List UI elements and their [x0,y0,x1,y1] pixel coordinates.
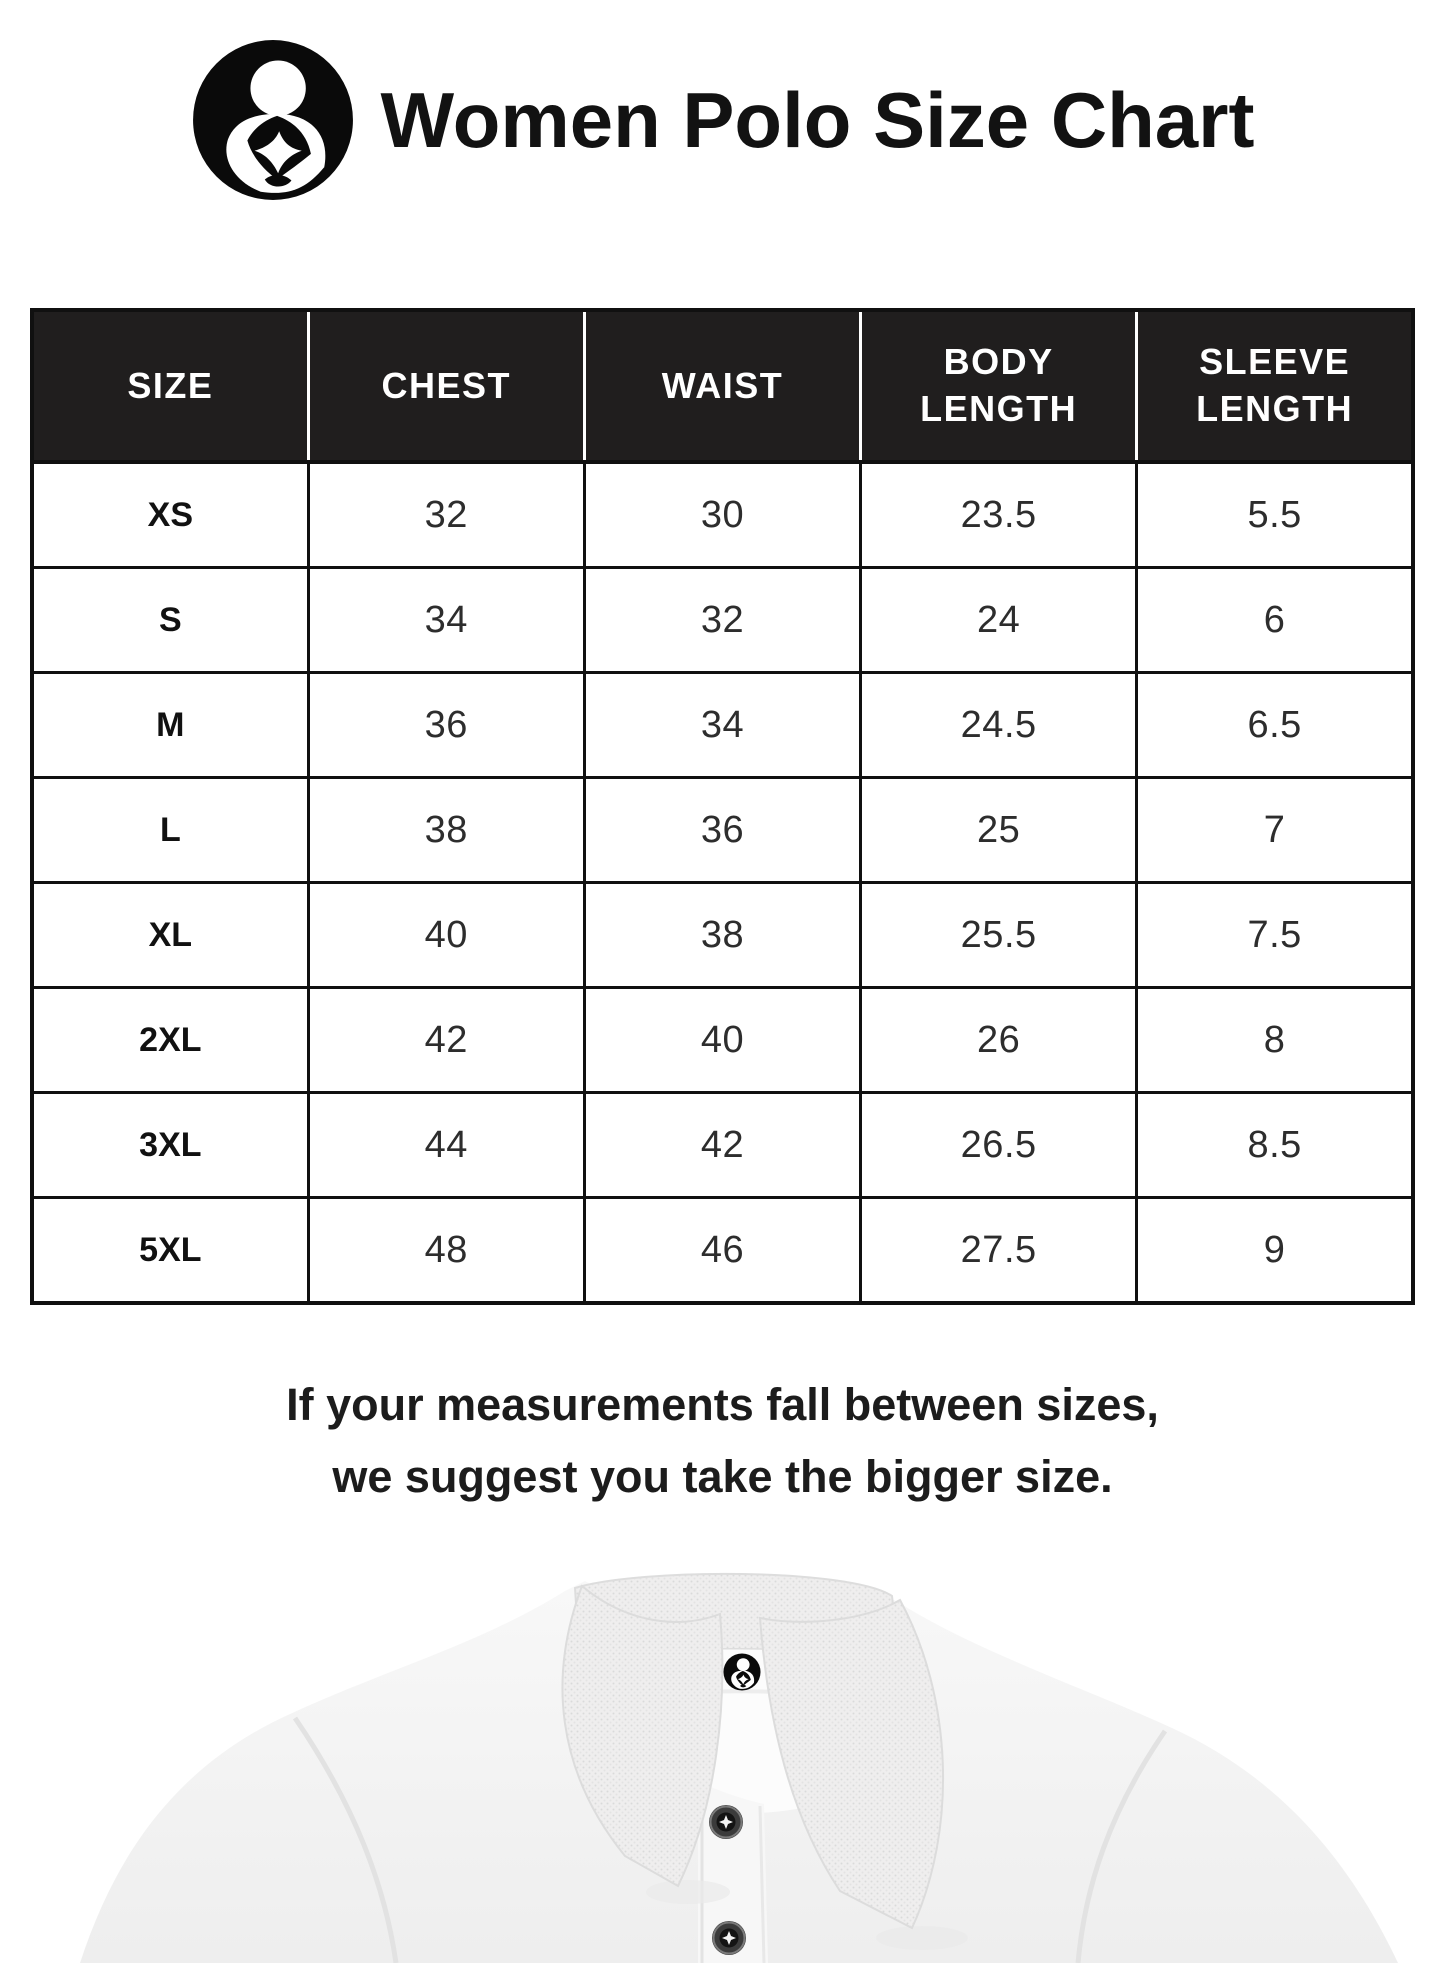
column-header-sleeve-length: SLEEVE LENGTH [1137,310,1413,462]
table-header-row [32,310,1413,462]
table-row [32,778,1413,883]
cell-sleeve-length: 7.5 [1137,883,1413,988]
column-header-size: SIZE [32,310,308,462]
cell-body-length: 24 [861,568,1137,673]
row-size-label: L [32,778,308,883]
table-body [32,462,1413,1303]
main-content [0,308,1445,1513]
table-row [32,883,1413,988]
cell-chest: 34 [308,568,584,673]
cell-body-length: 24.5 [861,673,1137,778]
cell-chest: 42 [308,988,584,1093]
cell-body-length: 26 [861,988,1137,1093]
column-header-waist: WAIST [584,310,860,462]
polo-shirt-image [0,1556,1445,1963]
row-size-label: 3XL [32,1093,308,1198]
cell-sleeve-length: 6.5 [1137,673,1413,778]
size-chart-wrapper [30,308,1415,1305]
table-head [32,310,1413,462]
cell-waist: 42 [584,1093,860,1198]
cell-sleeve-length: 5.5 [1137,462,1413,568]
polo-shirt-illustration [0,1556,1445,1963]
cell-sleeve-length: 9 [1137,1198,1413,1304]
cell-waist: 40 [584,988,860,1093]
page-header [0,36,1445,204]
sizing-note-line-1: If your measurements fall between sizes, [286,1379,1159,1430]
table-row [32,988,1413,1093]
table-row [32,568,1413,673]
row-size-label: 2XL [32,988,308,1093]
cell-body-length: 26.5 [861,1093,1137,1198]
cell-body-length: 25.5 [861,883,1137,988]
column-header-body-length: BODY LENGTH [861,310,1137,462]
cell-chest: 48 [308,1198,584,1304]
cell-sleeve-length: 6 [1137,568,1413,673]
cell-waist: 30 [584,462,860,568]
table-row [32,462,1413,568]
cell-body-length: 27.5 [861,1198,1137,1304]
table-row [32,673,1413,778]
cell-sleeve-length: 7 [1137,778,1413,883]
row-size-label: S [32,568,308,673]
cell-waist: 32 [584,568,860,673]
column-header-chest: CHEST [308,310,584,462]
sizing-note [40,1369,1405,1513]
table-row [32,1198,1413,1304]
row-size-label: 5XL [32,1198,308,1304]
cell-chest: 38 [308,778,584,883]
cell-waist: 38 [584,883,860,988]
brand-logo mother-child-logo-icon [191,38,355,202]
placket-button-1 [709,1805,743,1839]
cell-chest: 44 [308,1093,584,1198]
table-row [32,1093,1413,1198]
row-size-label: XL [32,883,308,988]
cell-body-length: 23.5 [861,462,1137,568]
size-chart-table [30,308,1415,1305]
cell-waist: 36 [584,778,860,883]
collar-tag-logo-icon [723,1653,760,1690]
placket-button-2 [712,1921,746,1955]
cell-sleeve-length: 8 [1137,988,1413,1093]
cell-chest: 40 [308,883,584,988]
cell-sleeve-length: 8.5 [1137,1093,1413,1198]
cell-chest: 36 [308,673,584,778]
cell-body-length: 25 [861,778,1137,883]
row-size-label: M [32,673,308,778]
page-title: Women Polo Size Chart [380,75,1255,164]
cell-waist: 46 [584,1198,860,1304]
row-size-label: XS [32,462,308,568]
sizing-note-line-2: we suggest you take the bigger size. [332,1451,1113,1502]
cell-chest: 32 [308,462,584,568]
cell-waist: 34 [584,673,860,778]
